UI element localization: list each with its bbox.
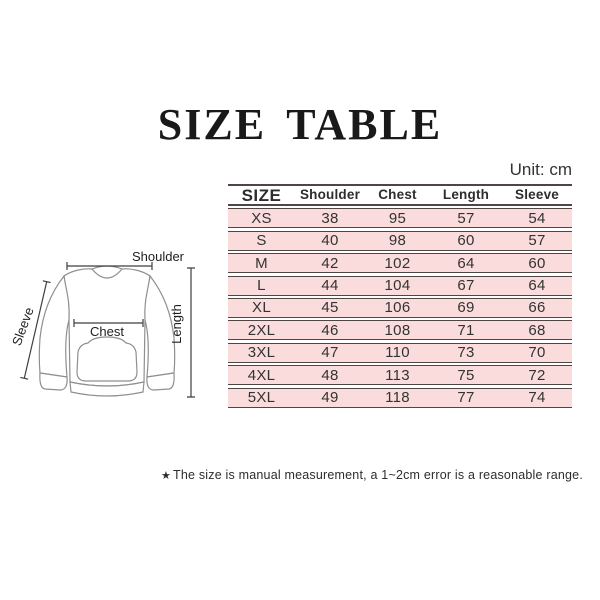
footnote-text: The size is manual measurement, a 1~2cm error is a reasonable range. xyxy=(173,468,583,482)
length-label: Length xyxy=(169,304,184,344)
cell-shoulder: 46 xyxy=(321,321,339,339)
cell-chest: 110 xyxy=(385,344,410,362)
cell-size: XL xyxy=(252,299,271,317)
cell-chest: 95 xyxy=(388,209,407,227)
cell-sleeve: 60 xyxy=(528,254,546,272)
chest-label: Chest xyxy=(90,324,124,339)
unit-label: Unit: cm xyxy=(509,160,572,179)
size-table xyxy=(228,184,572,408)
cell-shoulder: 42 xyxy=(321,254,339,272)
header-cell-sleeve: Sleeve xyxy=(515,187,559,203)
cell-shoulder: 38 xyxy=(321,209,339,227)
cell-sleeve: 72 xyxy=(528,366,546,384)
cell-chest: 102 xyxy=(384,254,411,272)
cell-chest: 106 xyxy=(384,299,411,317)
length-measure-line xyxy=(187,268,195,397)
page-title: SIZE TABLE xyxy=(157,100,443,149)
cell-size: 3XL xyxy=(247,344,276,362)
header-cell-length: Length xyxy=(442,187,490,203)
cell-size: M xyxy=(255,254,268,272)
cell-length: 60 xyxy=(457,232,475,250)
footnote xyxy=(161,468,583,482)
cell-chest: 113 xyxy=(385,366,410,384)
table-header-row xyxy=(228,184,572,206)
cell-shoulder: 40 xyxy=(321,232,339,250)
cell-shoulder: 44 xyxy=(321,277,339,295)
cell-sleeve: 74 xyxy=(528,389,546,407)
header-cell-size: SIZE xyxy=(241,185,282,205)
table-row xyxy=(228,208,572,228)
cell-length: 67 xyxy=(457,277,475,295)
cell-size: XS xyxy=(251,209,272,227)
cell-length: 73 xyxy=(457,344,475,362)
cell-size: 4XL xyxy=(247,366,276,384)
star-icon: ★ xyxy=(160,470,172,482)
sweatshirt-pocket xyxy=(77,337,137,381)
cell-chest: 104 xyxy=(384,277,411,295)
cell-length: 64 xyxy=(457,254,475,272)
table-row xyxy=(228,388,572,408)
cell-sleeve: 68 xyxy=(528,321,546,339)
cell-size: 2XL xyxy=(247,321,276,339)
cell-sleeve: 57 xyxy=(528,232,546,250)
cell-length: 57 xyxy=(457,209,475,227)
cell-size: L xyxy=(257,277,266,295)
header-cell-chest: Chest xyxy=(378,187,417,203)
cell-length: 69 xyxy=(457,299,475,317)
table-row xyxy=(228,365,572,385)
sweatshirt-drawing xyxy=(8,242,208,420)
cell-chest: 108 xyxy=(384,321,411,339)
cell-shoulder: 48 xyxy=(321,366,339,384)
table-row xyxy=(228,298,572,318)
sweatshirt-left-sleeve xyxy=(39,276,69,377)
table-row xyxy=(228,253,572,273)
table-row xyxy=(228,276,572,296)
cell-shoulder: 49 xyxy=(321,389,339,407)
size-diagram xyxy=(8,242,208,420)
cell-length: 71 xyxy=(457,321,475,339)
cell-sleeve: 64 xyxy=(528,277,546,295)
sleeve-label: Sleeve xyxy=(8,305,37,348)
cell-length: 77 xyxy=(457,389,475,407)
cell-sleeve: 54 xyxy=(528,209,546,227)
cell-chest: 118 xyxy=(385,389,410,407)
cell-size: S xyxy=(256,232,267,250)
cell-shoulder: 45 xyxy=(321,299,339,317)
cell-shoulder: 47 xyxy=(321,344,339,362)
cell-chest: 98 xyxy=(388,232,407,250)
table-row xyxy=(228,343,572,363)
cell-size: 5XL xyxy=(247,389,276,407)
table-row xyxy=(228,231,572,251)
cell-length: 75 xyxy=(457,366,475,384)
table-row xyxy=(228,320,572,340)
cell-sleeve: 66 xyxy=(528,299,546,317)
cell-sleeve: 70 xyxy=(528,344,546,362)
header-cell-shoulder: Shoulder xyxy=(299,187,361,203)
shoulder-label: Shoulder xyxy=(131,249,185,264)
